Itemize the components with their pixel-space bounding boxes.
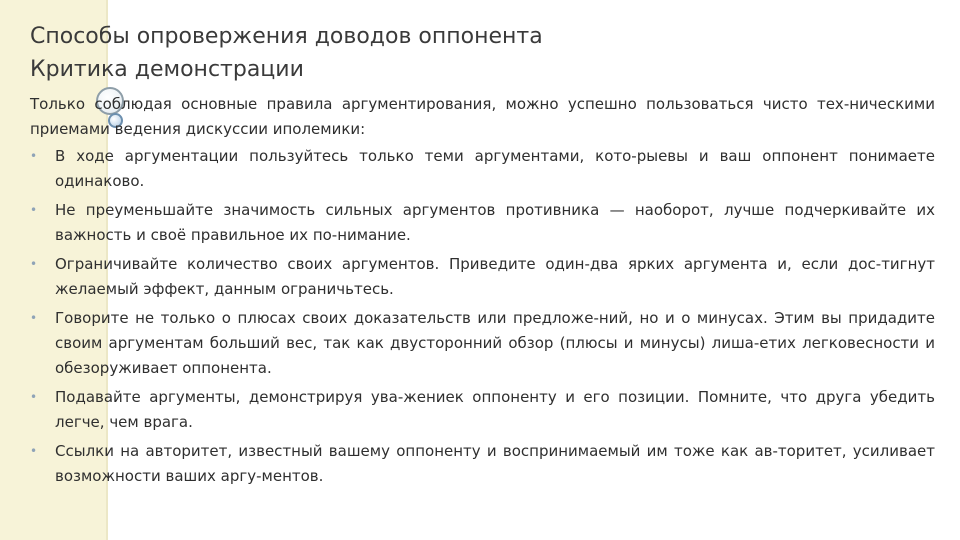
list-item bbox=[30, 252, 935, 302]
list-item bbox=[30, 439, 935, 489]
bullet-text: Не преуменьшайте значимость сильных аргументов противника — наоборот, лучше подчеркивайте их важность и своё правильное их по-нимание. bbox=[55, 201, 935, 244]
intro-paragraph: Только соблюдая основные правила аргументирования, можно успешно пользоваться чисто тех-ническими приемами ведения дискуссии иполемики: bbox=[30, 95, 935, 138]
list-item bbox=[30, 144, 935, 194]
list-item bbox=[30, 198, 935, 248]
bullet-list bbox=[30, 144, 935, 489]
bullet-icon: • bbox=[30, 149, 38, 163]
bullet-icon: • bbox=[30, 444, 38, 458]
bullet-text: В ходе аргументации пользуйтесь только теми аргументами, кото-рыевы и ваш оппонент понимаете одинаково. bbox=[55, 147, 935, 190]
slide-body bbox=[30, 92, 935, 493]
title-line-1: Способы опровержения доводов оппонента bbox=[30, 24, 543, 49]
bullet-icon: • bbox=[30, 390, 38, 404]
slide-title bbox=[30, 20, 930, 86]
bullet-icon: • bbox=[30, 203, 38, 217]
bullet-text: Подавайте аргументы, демонстрируя ува-жениек оппоненту и его позиции. Помните, что друга убедить легче, чем врага. bbox=[55, 388, 935, 431]
title-line-2: Критика демонстрации bbox=[30, 57, 304, 82]
list-item bbox=[30, 306, 935, 381]
bullet-text: Говорите не только о плюсах своих доказательств или предложе-ний, но и о минусах. Этим вы придадите своим аргументам больший вес, так как двусторонний обзор (плюсы и минусы) лиша-етих легковесности и обезоруживает оппонента. bbox=[55, 309, 935, 377]
bullet-icon: • bbox=[30, 257, 38, 271]
list-item bbox=[30, 385, 935, 435]
bullet-text: Ссылки на авторитет, известный вашему оппоненту и воспринимаемый им тоже как ав-торитет, усиливает возможности ваших аргу-ментов. bbox=[55, 442, 935, 485]
bullet-text: Ограничивайте количество своих аргументов. Приведите один-два ярких аргумента и, если дос-тигнут желаемый эффект, данным ограничьтесь. bbox=[55, 255, 935, 298]
bullet-icon: • bbox=[30, 311, 38, 325]
